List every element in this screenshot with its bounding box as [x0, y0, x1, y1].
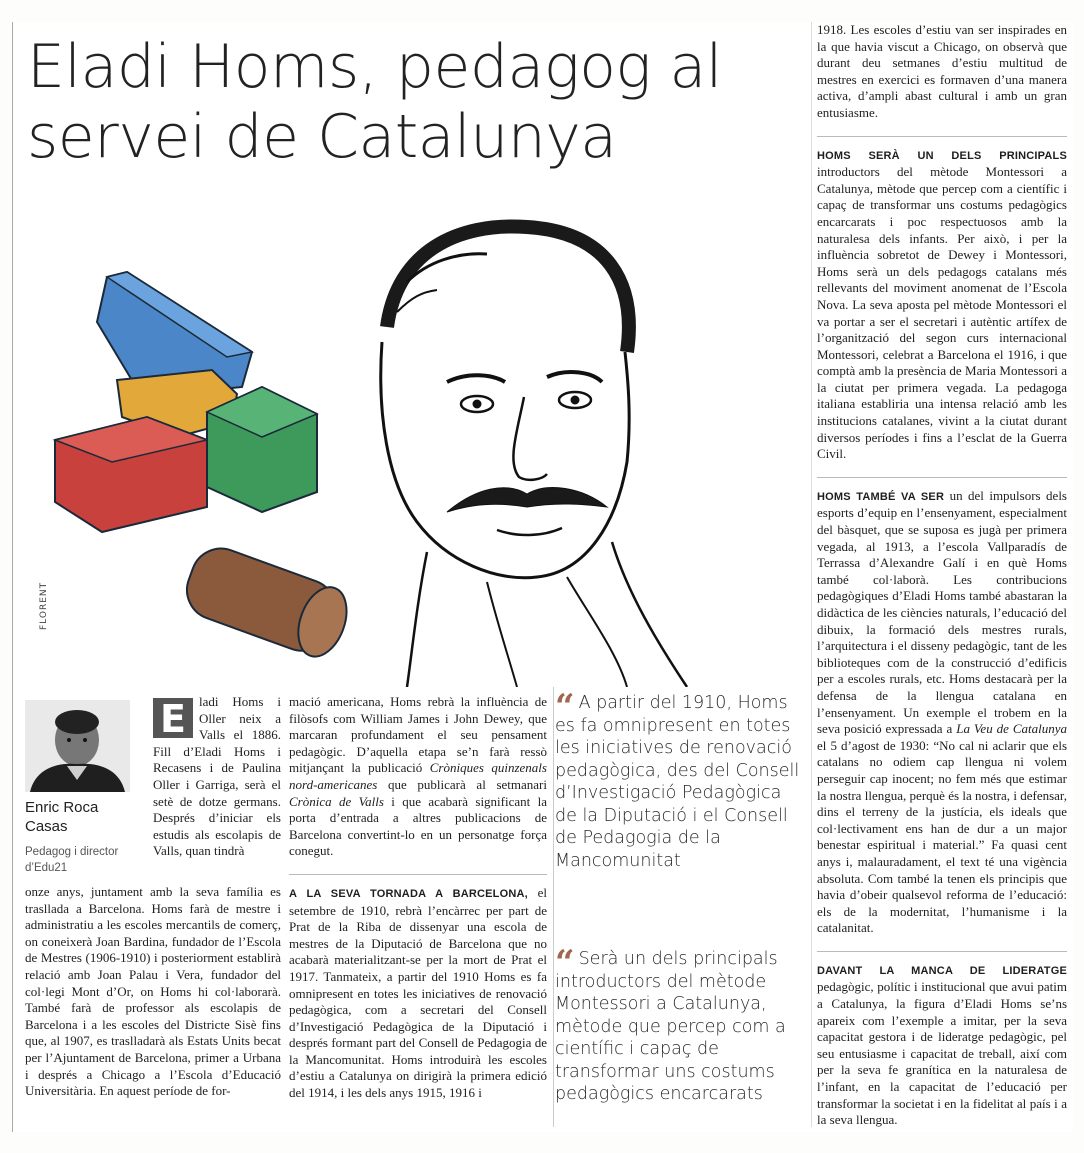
author-box	[25, 700, 145, 876]
author-name: Enric Roca Casas	[25, 799, 99, 835]
paragraph: onze anys, juntament amb la seva família es trasllada a Barcelona. Homs farà de mestre i administratiu a les escoles mercantils de comerç, on coneixerà Joan Bardina, fundador de l’Escola de Mestres (1906-1910) i posteriorment establirà relació amb Joan Palau i Vera, fundador del col·legi Mont d’Or, on Homs hi col·laborarà. També farà de professor als escolapis de Barcelona i a les escoles del Districte Sisè fins que, al 1907, es traslladarà als Estats Units becat per l’Ajuntament de Barcelona, primer a Urbana i després a Chicago a l’Escola d’Educació Universitària. En aquest període de for-	[25, 884, 281, 1099]
paragraph: mació americana, Homs rebrà la influència de filòsofs com William James i John Dewey, que marcaran profundament el seu pensament pedagògic. D’aquella etapa se’n farà ressò mitjançant la publicació Cròniques quinzenals nord-americanes que publicarà al setmanari Crònica de Valls i que acabarà significant la porta d’entrada a altres publicacions de Barcelona convertint-lo en un personatge força conegut.	[289, 694, 547, 859]
paragraph: HOMS TAMBÉ VA SER un del impulsors dels esports d’equip en l’ensenyament, especialment del bàsquet, que se suposa es jugà per primera vegada, al 1913, a l’escola Vallparadís de Terrassa d’Alexandre Galí i en què Homs també col·laborà. Les contribucions pedagògiques d’Eladi Homs també abastaran la didàctica de les ciències naturals, l’educació del dibuix, la formació dels mestres rurals, l’arquitectura i el disseny pedagògic, tant de les biblioteques com de la construcció d’edificis per a escoles rurals, etc. Homs destacarà per la defensa de la llengua catalana en l’ensenyament. Un exemple el trobem en la seva posició expressada a La Veu de Catalunya el 5 d’agost de 1930: “No cal ni aclarir que els catalans no odiem cap llengua ni volem perseguir cap inocent; no fem més que estimar la nostra llengua, perquè és la nostra, i defensar, dins el terreny de la justícia, els ideals que col·lectivament ens han de dur a un major benestar espiritual i material.” Fa quasi cent anys i, malauradament, el text té una vigència absoluta. Com també la tenen els principis que havia d’obeir qualsevol reforma de l’educació: els de la modernitat, l’humanisme i la catalanitat.	[817, 487, 1068, 936]
illustration-credit: FLORENT	[39, 581, 49, 630]
pull-quote: “ Serà un dels principals introductors del mètode Montessori a Catalunya, mètode que percep com a científic i capaç de transformar uns costums pedagògics encarcarats	[555, 943, 786, 1104]
section-separator	[817, 136, 1067, 137]
paragraph-lead: HOMS TAMBÉ VA SER	[817, 490, 945, 503]
pull-quote: “ A partir del 1910, Homs es fa omnipresent en totes les iniciatives de renovació pedagògica, des del Consell d’Investigació Pedagògica de la Diputació i el Consell de Pedagogia de la Mancomunitat	[555, 687, 800, 871]
quote-mark-icon: “	[555, 943, 575, 983]
paragraph-lead: A LA SEVA TORNADA A BARCELONA,	[289, 887, 528, 900]
quote-mark-icon: “	[555, 687, 575, 727]
paragraph: DAVANT LA MANCA DE LIDERATGE pedagògic, polític i institucional que avui patim a Catalunya, la figura d’Eladi Homs se’ns apareix com l’exemple a imitar, per la seva capacitat gestora i de lideratge pedagògic, pel seu entusiasme i capacitat de treball, així com per la seva fe granítica en la naturalesa de l’infant, en la capacitat de l’educació per transformar la societat i en la fidelitat al país i a la seva llengua.	[817, 964, 1067, 1128]
paragraph: E ladi Homs i Oller neix a Valls el 1886. Fill d’Eladi Homs i Recasens i de Paulina Oller i Garriga, serà el setè de dotze germans. Després d’iniciar els estudis als escolapis de Valls, quan tindrà	[153, 694, 281, 859]
body-column-3	[817, 22, 1067, 1129]
section-separator	[817, 951, 1067, 952]
paragraph-lead: DAVANT LA MANCA DE LIDERATGE	[817, 964, 1067, 977]
column-divider	[553, 687, 554, 1127]
column-divider	[811, 22, 812, 1127]
paragraph-lead: HOMS SERÀ UN DELS PRINCIPALS	[817, 149, 1067, 162]
newspaper-page	[12, 22, 1073, 1132]
author-role: Pedagog i director d’Edu21	[25, 846, 119, 874]
dropcap: E	[153, 698, 193, 738]
brown-cylinder	[179, 540, 356, 663]
body-column-1-bottom	[25, 884, 281, 1100]
portrait-sketch	[381, 226, 687, 687]
paragraph: 1918. Les escoles d’estiu van ser inspirades en la que havia viscut a Chicago, on observà que durant deu setmanes d’estiu multitud de mestres en exercici es formaven d’una manera activa, d’ampli abast cultural i amb un gran entusiasme.	[817, 22, 1067, 120]
avatar	[25, 700, 130, 792]
headline: Eladi Homs, pedagog al servei de Catalunya	[27, 32, 722, 172]
illustration	[27, 182, 797, 687]
body-column-1-top	[153, 694, 281, 860]
paragraph: A LA SEVA TORNADA A BARCELONA, el setembre de 1910, rebrà l’encàrrec per part de Prat de la Riba de dissenyar una escola de mestres de la Diputació de Barcelona que no acabarà materialitzant-se per la mort de Prat el 1917. Tanmateix, a partir del 1910 Homs es fa omnipresent en totes les iniciatives de renovació pedagògica, com a secretari del Consell d’Investigació Pedagògica de la Diputació i després formant part del Consell de Pedagogia de la Mancomunitat. Homs introduirà les escoles d’estiu a Catalunya on dirigirà la primera edició del 1914, i les dels anys 1915, 1916 i	[289, 884, 547, 1101]
section-separator	[289, 874, 547, 875]
body-column-2	[289, 694, 547, 1102]
section-separator	[817, 477, 1067, 478]
paragraph: HOMS SERÀ UN DELS PRINCIPALS introductors del mètode Montessori a Catalunya, mètode que percep com a científic i capaç de transformar uns costums pedagògics encarcarats i poc respectuosos amb la naturalesa dels infants. Per això, i per la influència sobretot de Dewey i Montessori, Homs serà un dels pedagogs catalans més rellevants del moviment anomenat de l’Escola Nova. La seva aposta pel mètode Montessori el va portar a ser el secretari i autèntic artífex de l’organització del segon curs internacional Montessori, celebrat a Barcelona el 1916, i que comptà amb la presència de Maria Montessori a la ciutat per primera vegada. La pedagoga italiana establiria una intensa relació amb les institucions catalanes, vivint a la ciutat durant diversos períodes i fins a l’esclat de la Guerra Civil.	[817, 149, 1067, 462]
